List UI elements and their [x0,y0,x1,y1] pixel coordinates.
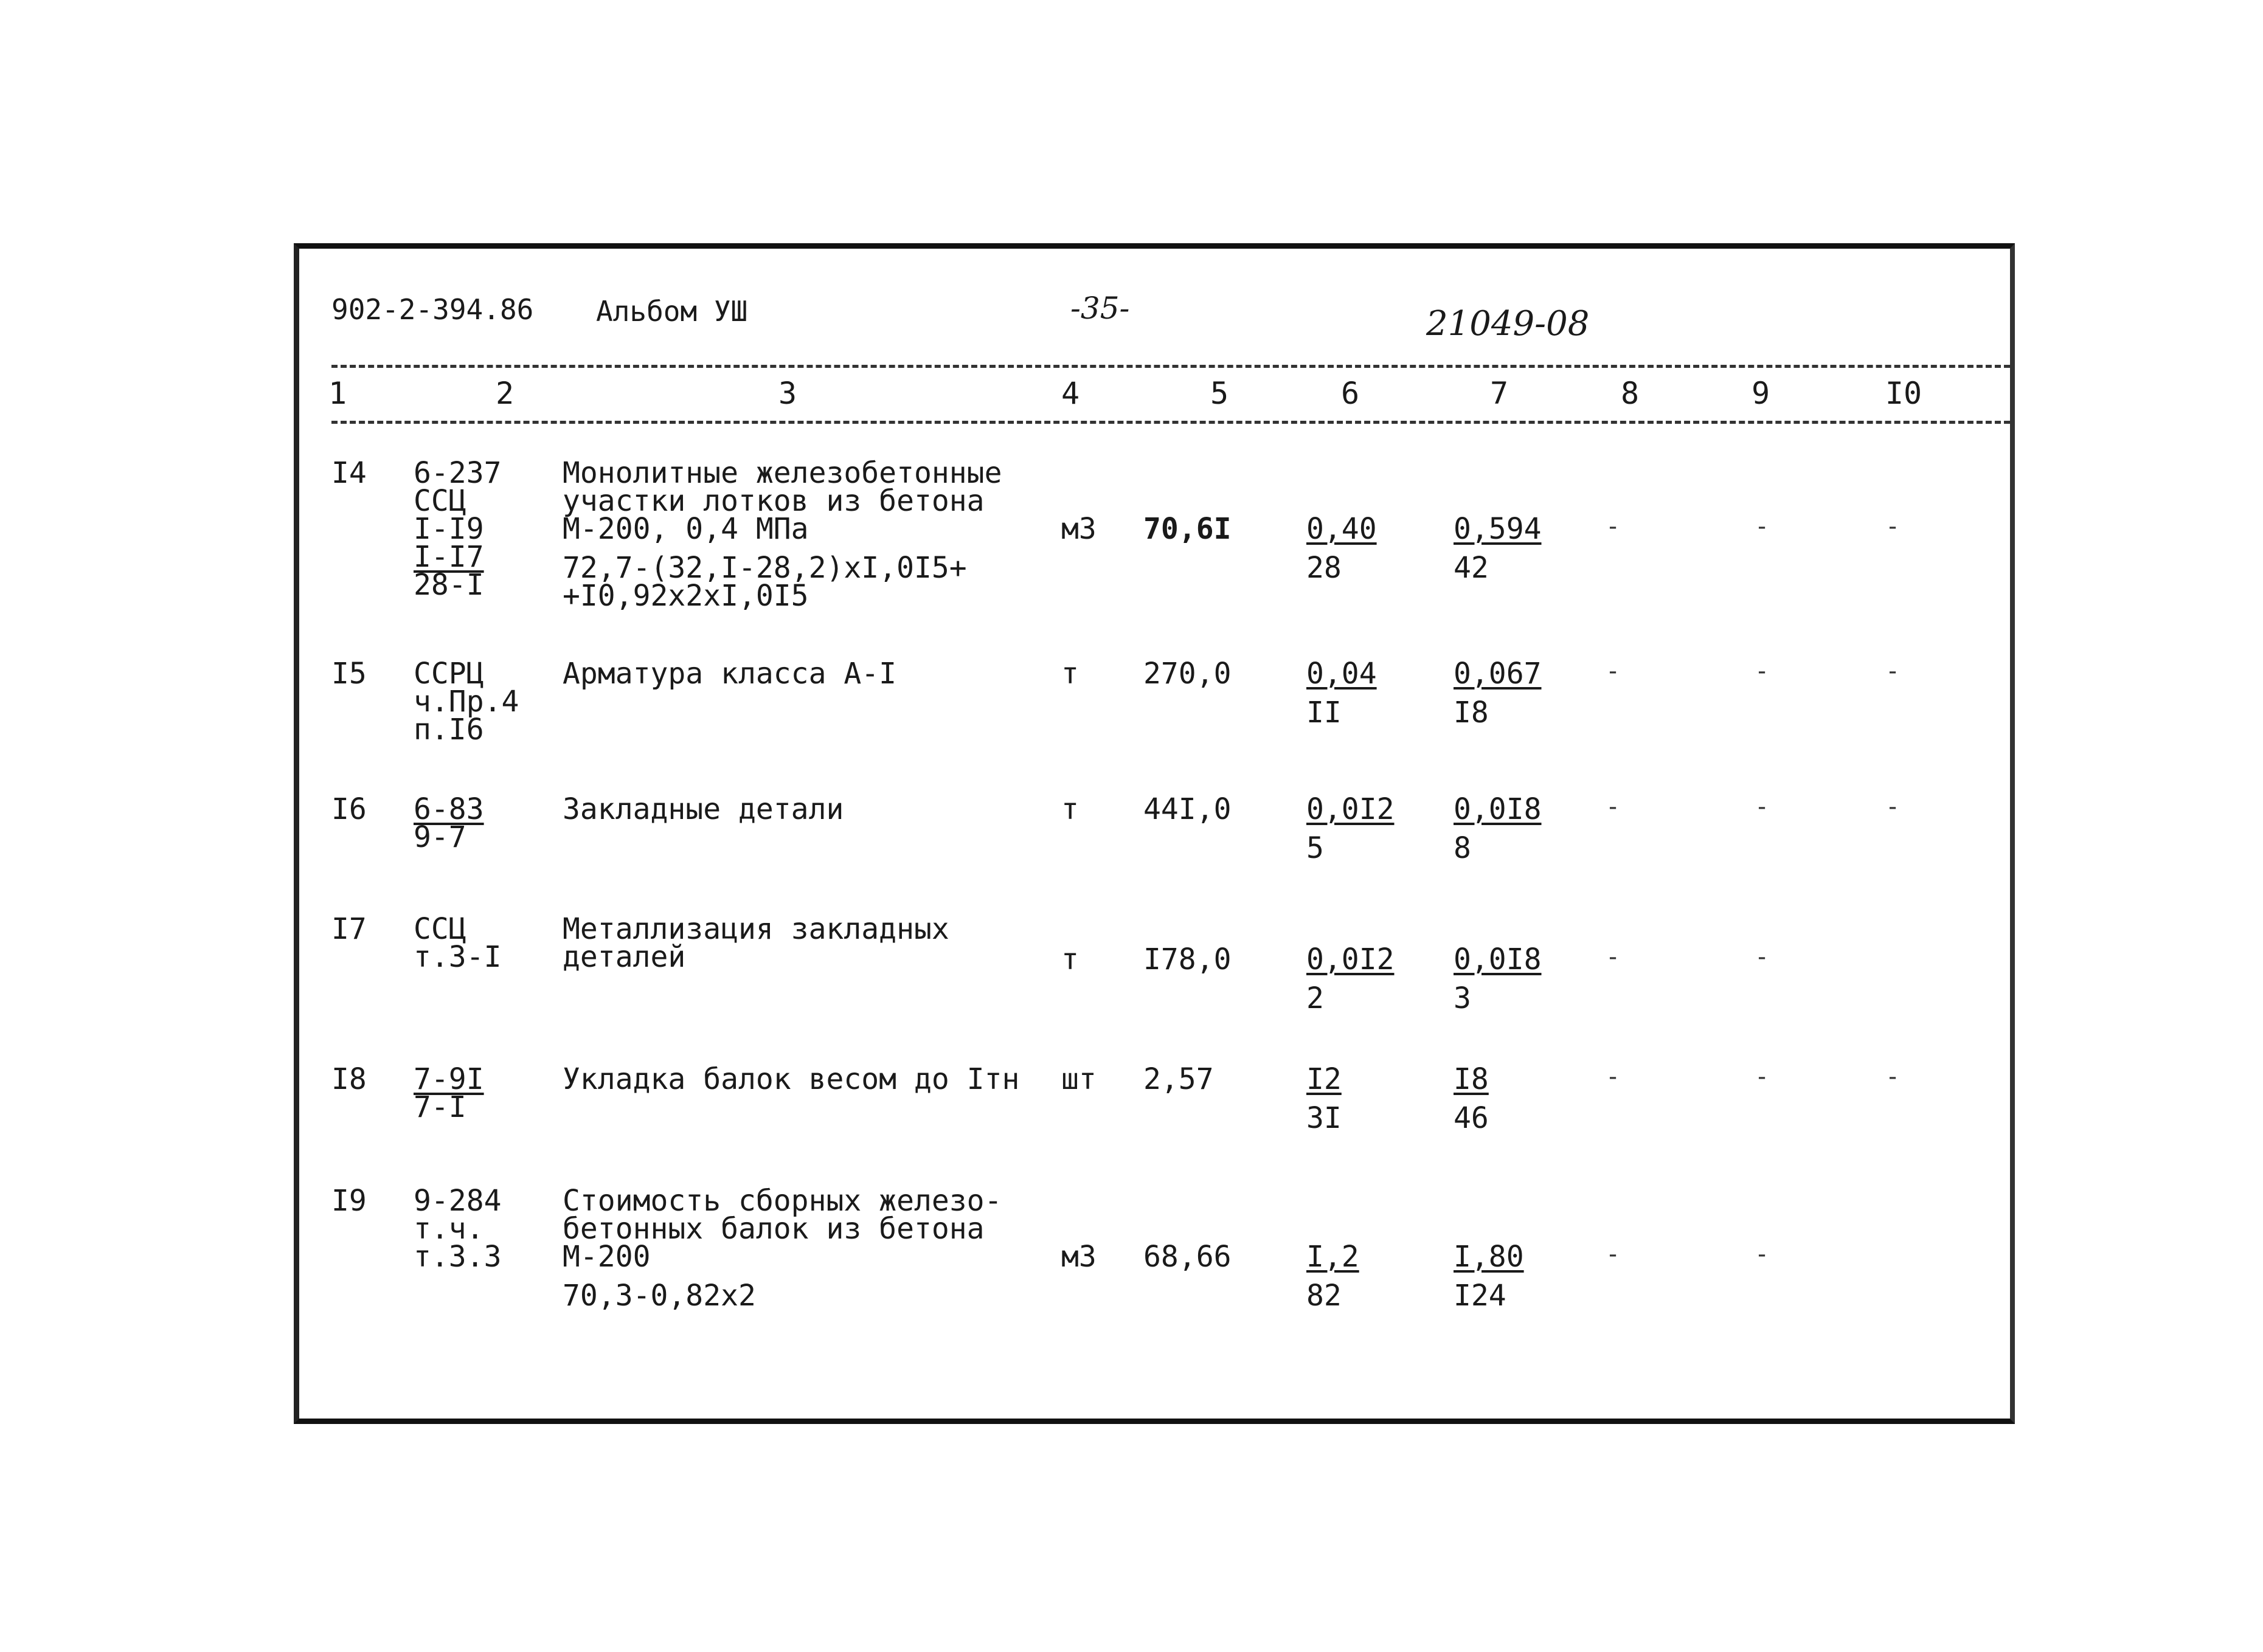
column-number-6: 6 [1340,376,1360,411]
album-title: Альбом УШ [596,295,748,328]
empty-cell-dash: - [1606,513,1621,541]
norm-code: 9-284 [414,1184,502,1218]
quantity-formula: 72,7-(32,I-28,2)хI,0I5+ [563,551,967,585]
norm-code: ССЦ [414,484,466,518]
col7-value-bottom: I24 [1454,1279,1506,1313]
quantity: 44I,0 [1143,792,1232,826]
work-description: Арматура класса А-I [563,657,897,691]
col6-value-top: 0,0I2 [1306,942,1395,976]
col6-value-bottom: 2 [1306,981,1324,1015]
work-description: М-200 [563,1240,651,1274]
col6-value-bottom: II [1306,696,1342,730]
col7-value-top: I8 [1454,1062,1489,1096]
row-number: I8 [331,1062,367,1096]
norm-code: 28-I [414,568,484,602]
page-number: -35- [1070,291,1130,326]
col7-value-bottom: 46 [1454,1101,1489,1135]
quantity: 70,6I [1143,512,1232,546]
quantity: 270,0 [1143,657,1232,691]
empty-cell-dash: - [1755,1240,1770,1268]
empty-cell-dash: - [1885,793,1901,821]
quantity: I78,0 [1143,942,1232,976]
unit: м3 [1061,512,1097,546]
col7-value-top: 0,0I8 [1454,942,1542,976]
unit: м3 [1061,1240,1097,1274]
unit: т [1061,942,1079,976]
empty-cell-dash: - [1606,1063,1621,1091]
col6-value-top: I2 [1306,1062,1342,1096]
work-description: Металлизация закладных [563,912,949,946]
column-number-9: 9 [1751,376,1770,411]
empty-cell-dash: - [1755,1063,1770,1091]
work-description: Закладные детали [563,792,844,826]
work-description: деталей [563,940,686,974]
col7-value-top: 0,594 [1454,512,1542,546]
col7-value-bottom: 42 [1454,551,1489,585]
row-number: I4 [331,456,367,490]
column-number-1: 1 [328,376,347,411]
column-number-8: 8 [1620,376,1640,411]
norm-code: 6-237 [414,456,502,490]
norm-code: 7-9I [414,1062,484,1096]
quantity-formula: +I0,92х2хI,0I5 [563,579,809,613]
work-description: Стоимость сборных железо- [563,1184,1002,1218]
empty-cell-dash: - [1755,943,1770,971]
empty-cell-dash: - [1606,943,1621,971]
empty-cell-dash: - [1606,657,1621,685]
column-number-3: 3 [778,376,797,411]
unit: т [1061,657,1079,691]
work-description: бетонных балок из бетона [563,1212,985,1246]
norm-code: 9-7 [414,820,466,854]
work-description: Монолитные железобетонные [563,456,1002,490]
col6-value-bottom: 82 [1306,1279,1342,1313]
unit: т [1061,792,1079,826]
unit: шт [1061,1062,1097,1096]
col7-value-top: 0,067 [1454,657,1542,691]
col7-value-bottom: 8 [1454,831,1471,865]
empty-cell-dash: - [1606,1240,1621,1268]
col6-value-bottom: 3I [1306,1101,1342,1135]
row-number: I6 [331,792,367,826]
col6-value-top: I,2 [1306,1240,1359,1274]
column-number-5: 5 [1210,376,1229,411]
col7-value-bottom: I8 [1454,696,1489,730]
norm-code: т.3.3 [414,1240,502,1274]
column-number-2: 2 [495,376,515,411]
empty-cell-dash: - [1885,657,1901,685]
quantity: 68,66 [1143,1240,1232,1274]
col6-value-bottom: 28 [1306,551,1342,585]
norm-code: 6-83 [414,792,484,826]
row-number: I7 [331,912,367,946]
work-description: Укладка балок весом до Iтн [563,1062,1020,1096]
norm-code: I-I7 [414,540,484,574]
empty-cell-dash: - [1606,793,1621,821]
work-description: М-200, 0,4 МПа [563,512,809,546]
norm-code: т.3-I [414,940,502,974]
quantity: 2,57 [1143,1062,1214,1096]
header-rule-bottom [331,421,2010,424]
col6-value-bottom: 5 [1306,831,1324,865]
col7-value-top: I,80 [1454,1240,1524,1274]
col6-value-top: 0,0I2 [1306,792,1395,826]
norm-code: ССЦ [414,912,466,946]
col7-value-top: 0,0I8 [1454,792,1542,826]
row-number: I5 [331,657,367,691]
row-number: I9 [331,1184,367,1218]
empty-cell-dash: - [1755,513,1770,541]
col7-value-bottom: 3 [1454,981,1471,1015]
col6-value-top: 0,40 [1306,512,1377,546]
quantity-formula: 70,3-0,82х2 [563,1279,756,1313]
column-number-4: 4 [1061,376,1080,411]
column-number-10: I0 [1885,376,1922,411]
norm-code: ССРЦ [414,657,484,691]
work-description: участки лотков из бетона [563,484,985,518]
header-rule-top [331,365,2010,368]
empty-cell-dash: - [1755,793,1770,821]
col6-value-top: 0,04 [1306,657,1377,691]
norm-code: I-I9 [414,512,484,546]
doc-code: 902-2-394.86 [331,293,534,326]
norm-code: ч.Пр.4 [414,685,519,719]
column-number-7: 7 [1489,376,1509,411]
empty-cell-dash: - [1755,657,1770,685]
empty-cell-dash: - [1885,513,1901,541]
empty-cell-dash: - [1885,1063,1901,1091]
norm-code: 7-I [414,1090,466,1124]
norm-code: п.I6 [414,713,484,747]
norm-code: т.ч. [414,1212,484,1246]
inventory-number: 21049-08 [1426,304,1590,344]
